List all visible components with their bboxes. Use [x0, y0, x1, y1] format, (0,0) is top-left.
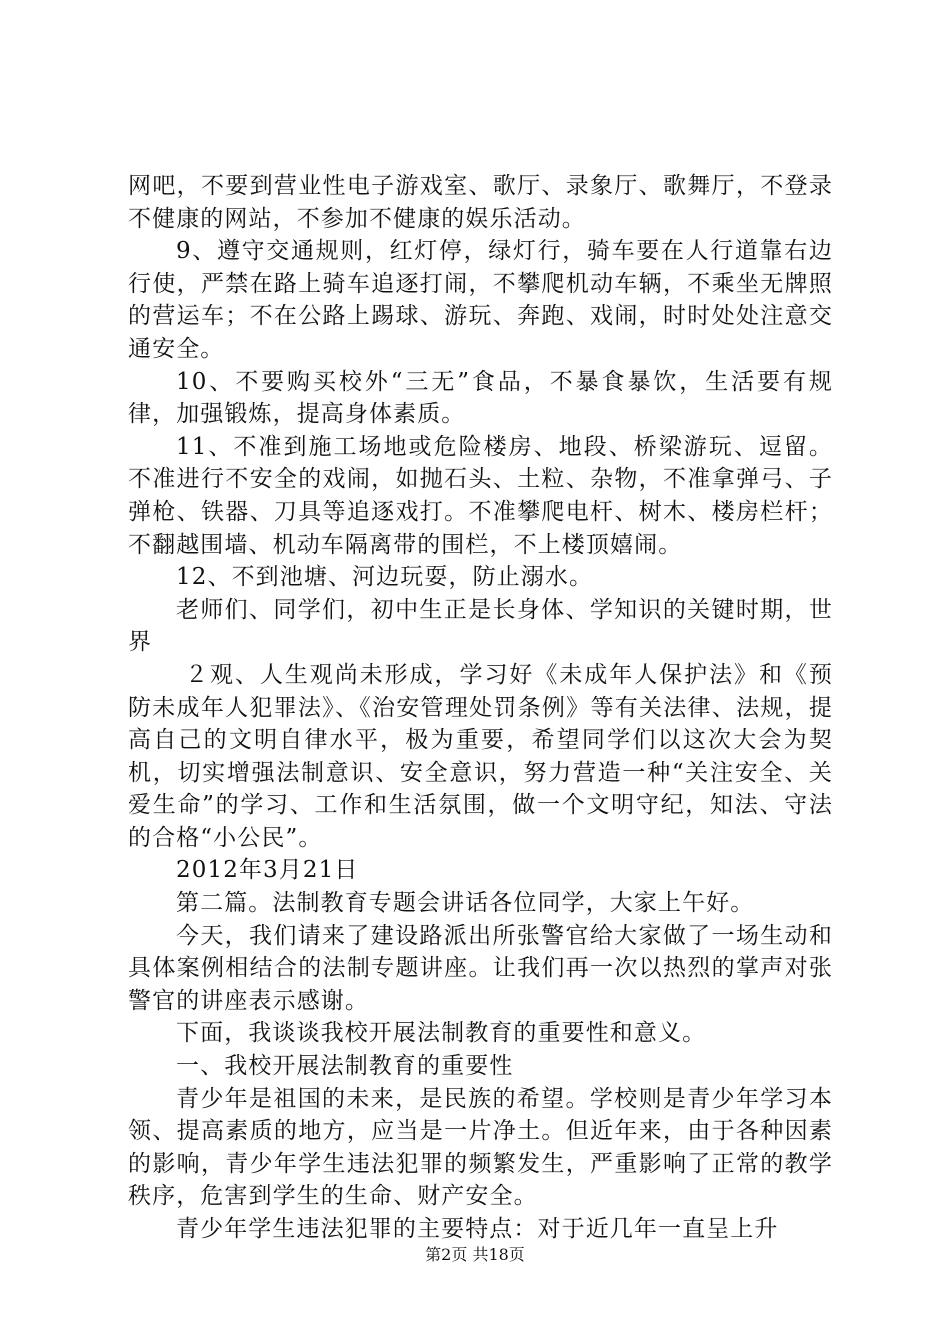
page-number-footer: 第2页 共18页	[425, 1245, 525, 1264]
paragraph: 青少年是祖国的未来，是民族的希望。学校则是青少年学习本领、提高素质的地方，应当是一片净土。但近年来，由于各种因素的影响，青少年学生违法犯罪的频繁发生，严重影响了正常的教学秩序，危害到学生的生命、财产安全。	[128, 1085, 833, 1210]
paragraph: 下面，我谈谈我校开展法制教育的重要性和意义。	[176, 1020, 707, 1047]
paragraph: 10、不要购买校外“三无”食品，不暴食暴饮，生活要有规律，加强锻炼，提高身体素质。	[128, 368, 833, 428]
document-body	[128, 170, 833, 1246]
paragraph: 老师们、同学们，初中生正是长身体、学知识的关键时期，世界	[128, 596, 833, 656]
subsection-heading: 一、我校开展法制教育的重要性	[176, 1053, 514, 1080]
paragraph: 网吧，不要到营业性电子游戏室、歌厅、录象厅、歌舞厅，不登录不健康的网站，不参加不健康的娱乐活动。	[128, 173, 833, 232]
paragraph: 11、不准到施工场地或危险楼房、地段、桥梁游玩、逗留。不准进行不安全的戏闹，如抛石头、土粒、杂物，不准拿弹弓、子弹枪、铁器、刀具等追逐戏打。不准攀爬电杆、树木、楼房栏杆；不翻越围墙、机动车隔离带的围栏，不上楼顶嬉闹。	[128, 433, 833, 558]
paragraph: ２观、人生观尚未形成，学习好《未成年人保护法》和《预防未成年人犯罪法》、《治安管理处罚条例》等有关法律、法规，提高自己的文明自律水平，极为重要，希望同学们以这次大会为契机，切实增强法制意识、安全意识，努力营造一种“关注安全、关爱生命”的学习、工作和生活氛围，做一个文明守纪，知法、守法的合格“小公民”。	[128, 661, 833, 851]
paragraph: 9、遵守交通规则，红灯停，绿灯行，骑车要在人行道靠右边行使，严禁在路上骑车追逐打闹，不攀爬机动车辆，不乘坐无牌照的营运车；不在公路上踢球、游玩、奔跑、戏闹，时时处处注意交通安全。	[128, 238, 833, 362]
section-heading: 第二篇。法制教育专题会讲话各位同学，大家上午好。	[176, 890, 755, 917]
paragraph: 12、不到池塘、河边玩耍，防止溺水。	[176, 564, 594, 591]
paragraph: 今天，我们请来了建设路派出所张警官给大家做了一场生动和具体案例相结合的法制专题讲座。让我们再一次以热烈的掌声对张警官的讲座表示感谢。	[128, 922, 833, 1014]
paragraph: 青少年学生违法犯罪的主要特点：对于近几年一直呈上升	[176, 1216, 779, 1242]
date-line: 2012年3月21日	[176, 857, 359, 884]
